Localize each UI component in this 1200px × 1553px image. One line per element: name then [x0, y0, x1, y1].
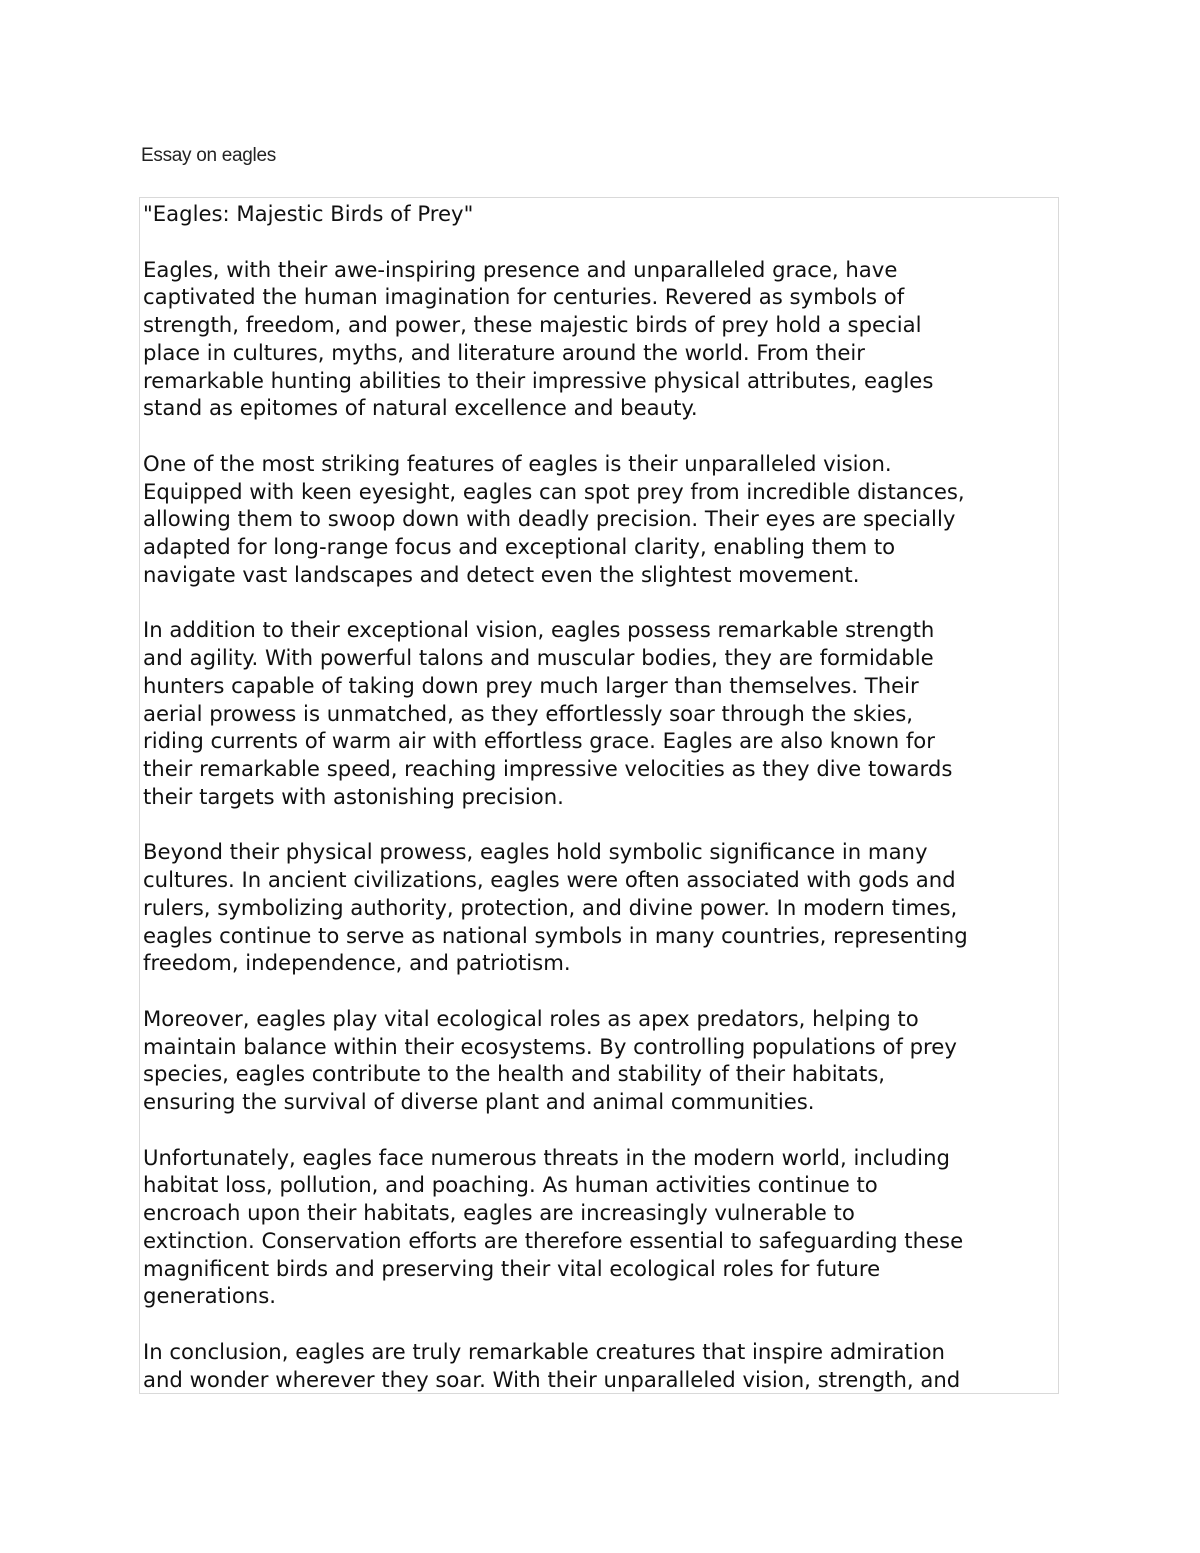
essay-line: ensuring the survival of diverse plant and animal communities.: [143, 1089, 815, 1114]
essay-line: In conclusion, eagles are truly remarkable creatures that inspire admiration: [143, 1338, 945, 1364]
essay-line: Beyond their physical prowess, eagles hold symbolic significance in many: [143, 839, 928, 865]
essay-line: habitat loss, pollution, and poaching. As human activities continue to: [143, 1172, 878, 1198]
essay-line: extinction. Conservation efforts are therefore essential to safeguarding these: [143, 1227, 964, 1253]
essay-line: One of the most striking features of eagles is their unparalleled vision.: [143, 450, 892, 476]
essay-line: hunters capable of taking down prey much larger than themselves. Their: [143, 672, 919, 698]
essay-line: remarkable hunting abilities to their impressive physical attributes, eagles: [143, 367, 934, 393]
essay-line: species, eagles contribute to the health and stability of their habitats,: [143, 1061, 885, 1087]
essay-paragraph: [143, 838, 1058, 977]
essay-line: freedom, independence, and patriotism.: [143, 950, 571, 976]
essay-line: In addition to their exceptional vision, eagles possess remarkable strength: [143, 617, 935, 643]
essay-line: stand as epitomes of natural excellence and beauty.: [143, 395, 698, 421]
essay-paragraph: [143, 1338, 1058, 1394]
essay-line: magnificent birds and preserving their vital ecological roles for future: [143, 1255, 881, 1281]
essay-paragraph: [143, 256, 1058, 423]
document-heading: Essay on eagles: [141, 145, 276, 166]
essay-line: cultures. In ancient civilizations, eagles were often associated with gods and: [143, 867, 956, 892]
essay-paragraph: [143, 616, 1058, 810]
essay-line: aerial prowess is unmatched, as they effortlessly soar through the skies,: [143, 700, 914, 726]
essay-line: their remarkable speed, reaching impressive velocities as they dive towards: [143, 756, 953, 781]
essay-line: generations.: [143, 1283, 277, 1309]
essay-line: their targets with astonishing precision.: [143, 783, 564, 809]
essay-line: captivated the human imagination for centuries. Revered as symbols of: [143, 284, 905, 310]
essay-body: [143, 256, 1058, 1394]
essay-line: Moreover, eagles play vital ecological roles as apex predators, helping to: [143, 1005, 919, 1031]
essay-text-box: [139, 197, 1059, 1394]
essay-line: Unfortunately, eagles face numerous threats in the modern world, including: [143, 1144, 950, 1170]
essay-paragraph: [143, 1005, 1058, 1116]
essay-line: encroach upon their habitats, eagles are increasingly vulnerable to: [143, 1200, 855, 1225]
essay-line: and agility. With powerful talons and muscular bodies, they are formidable: [143, 645, 934, 670]
essay-title-line: "Eagles: Majestic Birds of Prey": [143, 201, 474, 226]
essay-line: maintain balance within their ecosystems. By controlling populations of prey: [143, 1033, 957, 1059]
essay-line: and wonder wherever they soar. With their unparalleled vision, strength, and: [143, 1366, 961, 1392]
essay-line: strength, freedom, and power, these majestic birds of prey hold a special: [143, 312, 922, 337]
essay-line: adapted for long-range focus and exceptional clarity, enabling them to: [143, 534, 896, 559]
essay-title: [143, 200, 1058, 228]
essay-line: Eagles, with their awe-inspiring presence and unparalleled grace, have: [143, 256, 898, 282]
essay-line: navigate vast landscapes and detect even the slightest movement.: [143, 561, 860, 587]
essay-line: eagles continue to serve as national symbols in many countries, representing: [143, 922, 968, 948]
essay-line: allowing them to swoop down with deadly precision. Their eyes are specially: [143, 506, 956, 532]
essay-paragraph: [143, 450, 1058, 589]
essay-paragraph: [143, 1144, 1058, 1311]
essay-line: rulers, symbolizing authority, protection, and divine power. In modern times,: [143, 894, 958, 920]
essay-line: place in cultures, myths, and literature around the world. From their: [143, 339, 865, 365]
essay-line: riding currents of warm air with effortless grace. Eagles are also known for: [143, 728, 935, 754]
essay-line: Equipped with keen eyesight, eagles can spot prey from incredible distances,: [143, 478, 965, 504]
